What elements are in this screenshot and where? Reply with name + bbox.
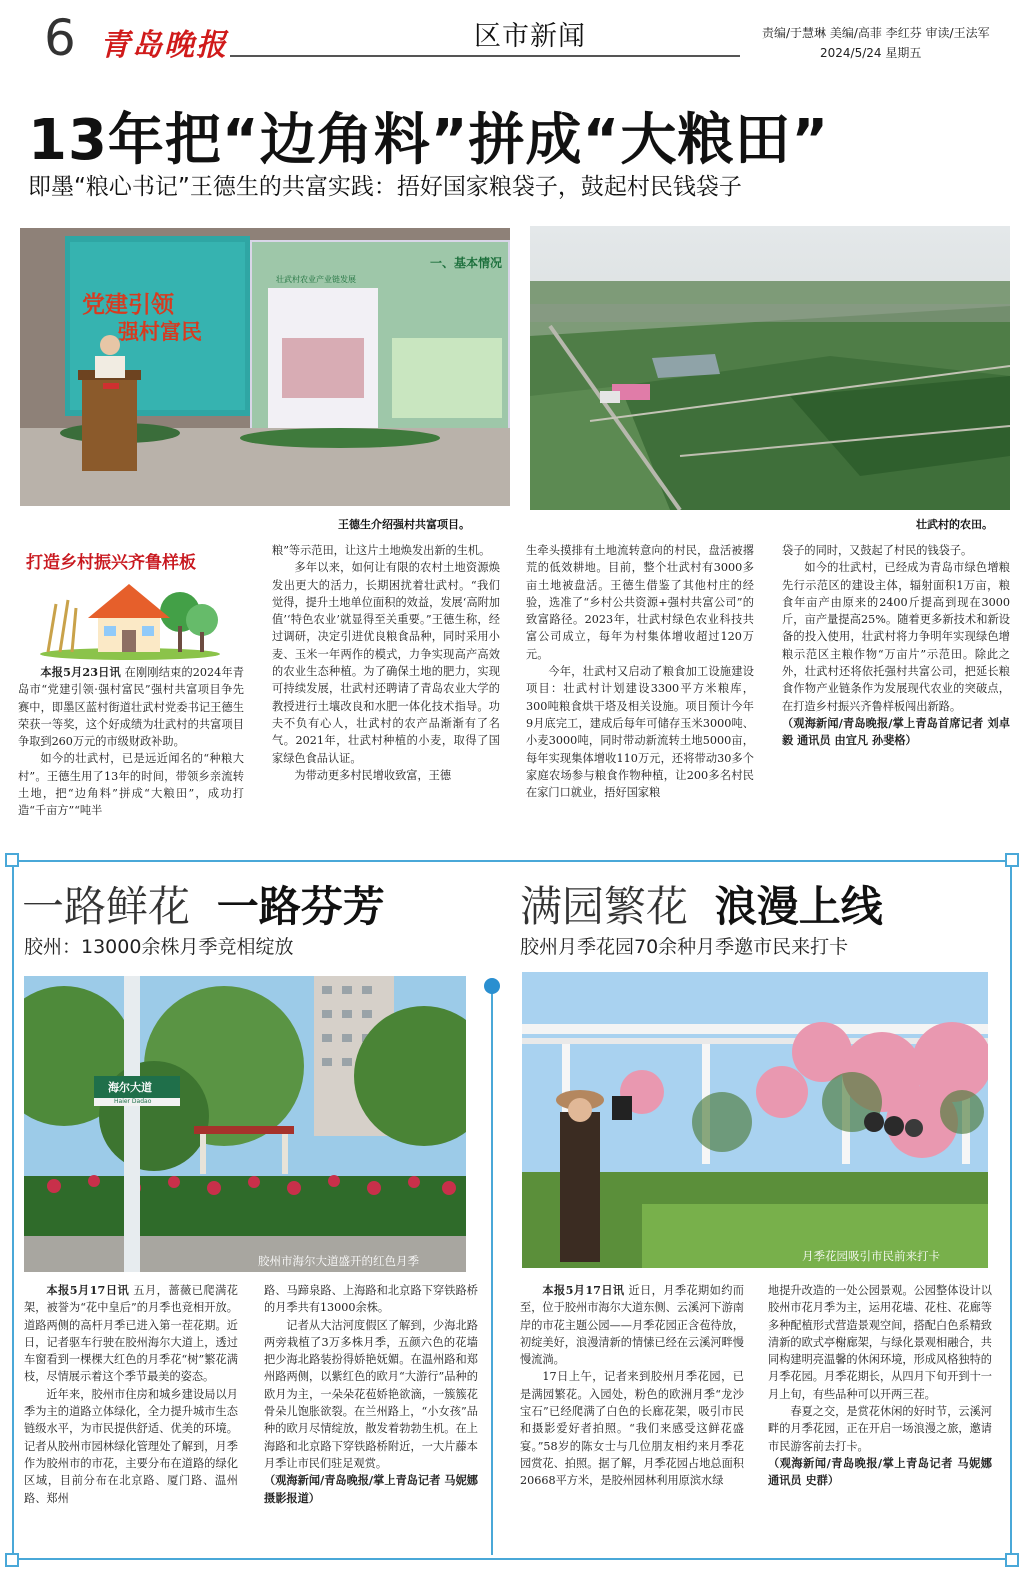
article3-subheadline: 胶州月季花园70余种月季邀市民来打卡 bbox=[520, 936, 849, 958]
photo-caption-speaker: 王德生介绍强村共富项目。 bbox=[338, 518, 470, 531]
photo-farmland bbox=[530, 226, 1010, 510]
paragraph: 近日，月季花期如约而至，位于胶州市海尔大道东侧、云溪河下游南岸的市花主题公园——月季花园正含苞待放，初绽美好，浪漫清新的情愫已经在云溪河畔慢慢流淌。 bbox=[520, 1284, 744, 1367]
paragraph: 袋子的同时，又鼓起了村民的钱袋子。 bbox=[782, 544, 973, 557]
paragraph: 如今的壮武村，已经成为青岛市绿色增粮先行示范区的建设主体，辐射面积1万亩，粮食年亩产由原来的2400斤提高到现在3000斤，亩产量提高25%。随着更多新技术和新设备的投入使用，壮武村将力争明年实现绿色增粮示范区主粮作物“万亩片”示范田。除此之外，壮武村还将依托强村共富公司，把延长粮食作物产业链条作为发展现代农业的突破点，在打造乡村振兴齐鲁样板闯出新路。 bbox=[782, 561, 1010, 713]
paragraph: 近年来，胶州市住房和城乡建设局以月季为主的道路立体绿化，全力提升城市生态链级水平，为市民提供舒适、优美的环境。记者从胶州市园林绿化管理处了解到，月季作为胶州市的市花，主要分布在道路的绿化区域，目前分布在北京路、厦门路、温州路、郑州 bbox=[24, 1387, 238, 1505]
paragraph: 如今的壮武村，已是远近闻名的“种粮大村”。王德生用了13年的时间，带领乡亲流转土地，把“边角料”拼成“大粮田”，成功打造“千亩方”“吨半 bbox=[18, 752, 244, 818]
article3-headline bbox=[520, 874, 883, 934]
article2-column-1 bbox=[24, 1282, 238, 1550]
dateline: 本报5月17日讯 bbox=[542, 1283, 625, 1297]
paragraph: 五月，蔷薇已爬满花架，被誉为“花中皇后”的月季也竞相开放。道路两侧的高杆月季已进入第一茬花期。近日，记者驱车行驶在胶州海尔大道上，透过车窗看到一棵棵大红色的月季花“树”繁花满枝，尽情展示着这个季节最美的姿态。 bbox=[24, 1284, 238, 1384]
article2-column-2 bbox=[264, 1282, 478, 1550]
headline-part: 一路鲜花 bbox=[22, 882, 191, 931]
paragraph: 粮”等示范田，让这片土地焕发出新的生机。 bbox=[272, 544, 491, 557]
byline: （观海新闻/青岛晚报/掌上青岛记者 马妮娜 摄影报道） bbox=[264, 1473, 478, 1505]
paragraph: 为带动更多村民增收致富，王德 bbox=[294, 768, 452, 782]
frame-corner bbox=[5, 853, 19, 867]
frame-divider bbox=[491, 985, 493, 1555]
paragraph: 多年以来，如何让有限的农村土地资源焕发出更大的活力，长期困扰着壮武村。“我们觉得，提升土地单位面积的效益，发展‘高附加值’‘特色农业’就显得至关重要。”王德生称，经过调研，决定引进优良粮食品种，同时采用小麦、玉米一年两作的模式，力争实现高产高效的农业生态种植。为了确保土地的肥力，实现可持续发展，壮武村还聘请了青岛农业大学的教授进行土壤改良和水肥一体化技术指导。功夫不负有心人，壮武村的农产品渐渐有了名气。2021年，壮武村种植的小麦，取得了国家绿色食品认证。 bbox=[272, 561, 500, 765]
article2-subheadline: 胶州：13000余株月季竞相绽放 bbox=[24, 936, 294, 958]
frame-corner bbox=[1005, 853, 1019, 867]
article1-column-3 bbox=[526, 542, 754, 840]
screen-slogan-2: 强村富民 bbox=[118, 320, 202, 344]
paragraph: 路、马蹄泉路、上海路和北京路下穿铁路桥的月季共有13000余株。 bbox=[264, 1284, 478, 1315]
article1-column-4 bbox=[782, 542, 1010, 840]
headline-part: 一路芬芳 bbox=[216, 882, 385, 931]
issue-date: 2024/5/24 星期五 bbox=[820, 46, 922, 60]
photo-speaker bbox=[20, 228, 510, 506]
headline-part: 满园繁花 bbox=[520, 882, 689, 931]
article3-column-1 bbox=[520, 1282, 744, 1550]
paragraph: 地提升改造的一处公园景观。公园整体设计以胶州市花月季为主，运用花墙、花柱、花廊等多种配植形式营造景观空间，搭配白色系精致清新的欧式亭榭廊架，与绿化景观相融合，共同构建明亮温馨的休闲环境，形成风格独特的月季花园。月季花期长，从四月下旬开到十一月上旬，有些品种可以开两三茬。 bbox=[768, 1284, 992, 1401]
street-sign-pinyin: Haier Dadao bbox=[114, 1098, 152, 1105]
section-title: 区市新闻 bbox=[474, 21, 586, 52]
article2-headline bbox=[22, 874, 385, 934]
street-sign-text: 海尔大道 bbox=[108, 1081, 152, 1094]
paragraph: 春夏之交，是赏花休闲的好时节，云溪河畔的月季花园，正在开启一场浪漫之旅，邀请市民游客前去打卡。 bbox=[768, 1405, 992, 1453]
screen-slogan: 党建引领 bbox=[82, 292, 174, 318]
slide-heading: 一、基本情况 bbox=[430, 256, 503, 270]
masthead-rule bbox=[230, 55, 740, 57]
frame-corner bbox=[5, 1553, 19, 1567]
slide-subtitle: 壮武村农业产业链发展 bbox=[276, 275, 356, 284]
paragraph: 生牵头摸排有土地流转意向的村民，盘活被撂荒的低效耕地。目前，整个壮武村有3000多亩土地被盘活。王德生借鉴了其他村庄的经验，选准了“乡村公共资源+强村共富公司”的致富路径。2023年，壮武村绿色农业科技共富公司成立，每年为村集体增收超过120万元。 bbox=[526, 544, 754, 661]
column-badge-title: 打造乡村振兴齐鲁样板 bbox=[26, 553, 196, 573]
byline: （观海新闻/青岛晚报/掌上青岛首席记者 刘卓毅 通讯员 由宜凡 孙斐格） bbox=[782, 715, 1010, 748]
headline-part: 浪漫上线 bbox=[714, 882, 883, 931]
paragraph: 今年，壮武村又启动了粮食加工设施建设项目：壮武村计划建设3300平方米粮库，300吨粮食烘干塔及相关设施。项目预计今年9月底完工，建成后每年可储存玉米3000吨、小麦3000吨，同时带动新流转土地5000亩，每年实现集体增收110万元，还将带动30多个家庭农场参与粮食作物种植，让200多名村民在家门口就业，捂好国家粮 bbox=[526, 665, 754, 800]
photo-roses-road bbox=[24, 976, 466, 1272]
frame-corner bbox=[1005, 1553, 1019, 1567]
photo-caption-farmland: 壮武村的农田。 bbox=[916, 518, 993, 531]
byline: （观海新闻/青岛晚报/掌上青岛记者 马妮娜 通讯员 史群） bbox=[768, 1455, 992, 1488]
dateline: 本报5月23日讯 bbox=[40, 665, 121, 679]
house-illustration bbox=[30, 574, 230, 660]
page-number: 6 bbox=[44, 9, 76, 67]
article1-column-1 bbox=[18, 664, 244, 840]
paragraph: 记者从大沽河度假区了解到，少海北路两旁栽植了3万多株月季，五颜六色的花墙把少海北路装扮得娇艳妩媚。在温州路和郑州路两侧，以紫红色的欧月“大游行”品种的欧月为主，一朵朵花苞娇艳欲滴，一簇簇花骨朵儿饱胀欲裂。在兰州路上，“小女孩”品种的欧月尽情绽放，散发着勃勃生机。在上海路和北京路下穿铁路桥附近，一大片藤本月季让市民们驻足观赏。 bbox=[264, 1318, 478, 1470]
photo-caption-rose-garden: 月季花园吸引市民前来打卡 bbox=[802, 1249, 940, 1263]
paragraph: 在刚刚结束的2024年青岛市“党建引领·强村富民”强村共富项目争先赛中，即墨区蓝村街道壮武村党委书记王德生荣获一等奖，这个好成绩为壮武村的共富项目争取到260万元的市级财政补助。 bbox=[18, 666, 244, 749]
article1-column-2 bbox=[272, 542, 500, 840]
paragraph: 17日上午，记者来到胶州月季花园，已是满园繁花。入园处，粉色的欧洲月季“龙沙宝石”已经爬满了白色的长廊花架，吸引市民和摄影爱好者拍照。“我们来感受这鲜花盛宴。”58岁的陈女士与几位朋友相约来月季花园赏花、拍照。据了解，月季花园占地总面积20668平方米，是胶州园林利用原滨水绿 bbox=[520, 1370, 744, 1488]
photo-rose-garden bbox=[522, 972, 988, 1268]
article3-column-2 bbox=[768, 1282, 992, 1550]
main-subheadline: 即墨“粮心书记”王德生的共富实践：捂好国家粮袋子，鼓起村民钱袋子 bbox=[28, 174, 742, 200]
newspaper-logo: 青岛晚报 bbox=[100, 28, 228, 63]
dateline: 本报5月17日讯 bbox=[46, 1283, 130, 1297]
main-headline: 13年把“边角料”拼成“大粮田” bbox=[28, 108, 830, 173]
photo-caption-roses-road: 胶州市海尔大道盛开的红色月季 bbox=[258, 1254, 419, 1268]
frame-dot bbox=[484, 978, 500, 994]
editor-credits: 责编/于慧琳 美编/高菲 李红芬 审读/王法军 bbox=[762, 26, 990, 40]
